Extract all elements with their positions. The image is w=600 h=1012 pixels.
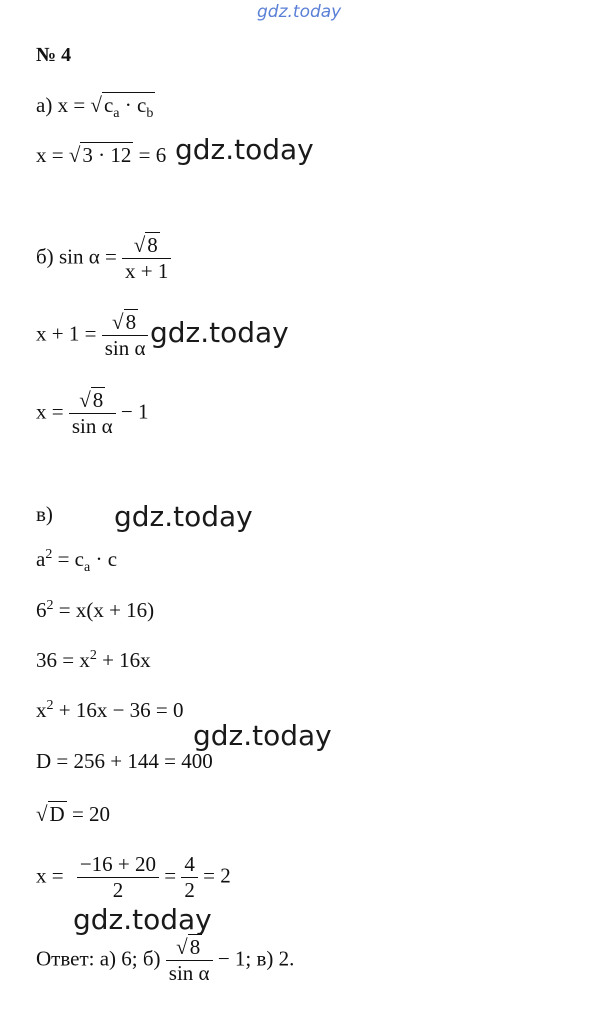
fraction: $\frac{√8}{\text{sin α}}$ (69, 388, 116, 439)
text: 36 = x (36, 648, 90, 672)
part-b-line2-num: 8 (125, 310, 137, 334)
denominator: sin α (166, 960, 213, 986)
part-b-line3-den: sin α (69, 413, 116, 439)
part-b-line2-lhs: x + 1 = (36, 321, 97, 346)
part-b-line3 (36, 388, 148, 439)
text: = (164, 863, 177, 888)
part-a-line2-lhs: x = (36, 143, 64, 167)
part-b-label: б) (36, 244, 54, 269)
part-c-line6 (36, 802, 110, 827)
answer-prefix: Ответ: а) 6; б) (36, 946, 161, 971)
part-a-c2: c (137, 93, 147, 117)
part-b-line2-den: sin α (102, 335, 149, 361)
fraction: $\frac{√8}{\text{sin α}}$ (166, 935, 213, 986)
sqrt-symbol: $√c_a \cdot c_b$ (90, 93, 154, 122)
text: + 16x − 36 = 0 (53, 698, 184, 722)
part-b-line3-tail: − 1 (120, 399, 149, 424)
part-a-dot: · (124, 93, 132, 117)
subscript: a (84, 560, 91, 576)
part-a-line2-rhs: = 6 (138, 143, 167, 167)
text: + 16x (96, 648, 151, 672)
part-a-line2 (36, 143, 166, 168)
text: = 20 (66, 802, 111, 826)
part-c-line2 (36, 598, 154, 623)
watermark: gdz.today (193, 719, 332, 752)
text: 6 (36, 598, 47, 622)
text: · c (90, 547, 118, 571)
part-c-line1 (36, 547, 117, 576)
exponent: 2 (89, 648, 97, 663)
part-b-line3-lhs: x = (36, 399, 64, 424)
denominator: 2 (181, 877, 198, 903)
numerator: 4 (184, 852, 195, 876)
part-b-line1-lhs: sin α = (58, 244, 117, 269)
part-a-line2-radicand: 3 · 12 (82, 143, 132, 167)
part-c-label: в) (36, 502, 53, 526)
denominator: 2 (77, 877, 159, 903)
numerator: 8 (189, 935, 201, 959)
text: = c (52, 547, 84, 571)
fraction: $\frac{√8}{\text{sin α}}$ (102, 310, 149, 361)
text: = 2 (203, 863, 231, 888)
text: = x(x + 16) (53, 598, 155, 622)
exponent: 2 (45, 547, 53, 562)
text: x (36, 698, 47, 722)
part-c-line4 (36, 698, 184, 723)
fraction (181, 852, 198, 903)
sqrt-symbol: √D (36, 802, 65, 826)
exponent: 2 (46, 698, 54, 713)
sqrt-symbol: √3 · 12 (68, 143, 132, 167)
part-c-line3 (36, 648, 151, 673)
part-b-line1-num: 8 (147, 233, 158, 257)
problem-number: № 4 (36, 44, 72, 66)
part-b-line1-den: x + 1 (122, 258, 171, 284)
watermark: gdz.today (175, 133, 314, 166)
part-a-line1-lhs: x = (57, 93, 86, 117)
radicand: D (49, 802, 65, 826)
text: a (36, 547, 46, 571)
part-b-line2 (36, 310, 148, 361)
exponent: 2 (46, 598, 54, 613)
part-a-sub-a: a (113, 106, 120, 122)
part-a-c1: c (103, 93, 114, 117)
answer-line (36, 935, 294, 986)
fraction (77, 852, 159, 903)
part-c-line5: D = 256 + 144 = 400 (36, 749, 213, 773)
answer-tail: − 1; в) 2. (217, 946, 295, 971)
part-a-sub-b: b (146, 106, 154, 122)
numerator: −16 + 20 (79, 852, 157, 876)
part-b-line1 (36, 233, 171, 284)
part-a-line1 (36, 93, 155, 122)
text: x = (36, 863, 64, 888)
part-c-line7 (36, 852, 231, 903)
part-a-label: а) (36, 93, 53, 117)
fraction: $\frac{√8}{x + 1}$ (122, 233, 171, 284)
part-b-line3-num: 8 (92, 388, 104, 412)
watermark: gdz.today (114, 500, 253, 533)
watermark: gdz.today (73, 903, 212, 936)
watermark: gdz.today (150, 316, 289, 349)
watermark-top: gdz.today (257, 2, 342, 22)
